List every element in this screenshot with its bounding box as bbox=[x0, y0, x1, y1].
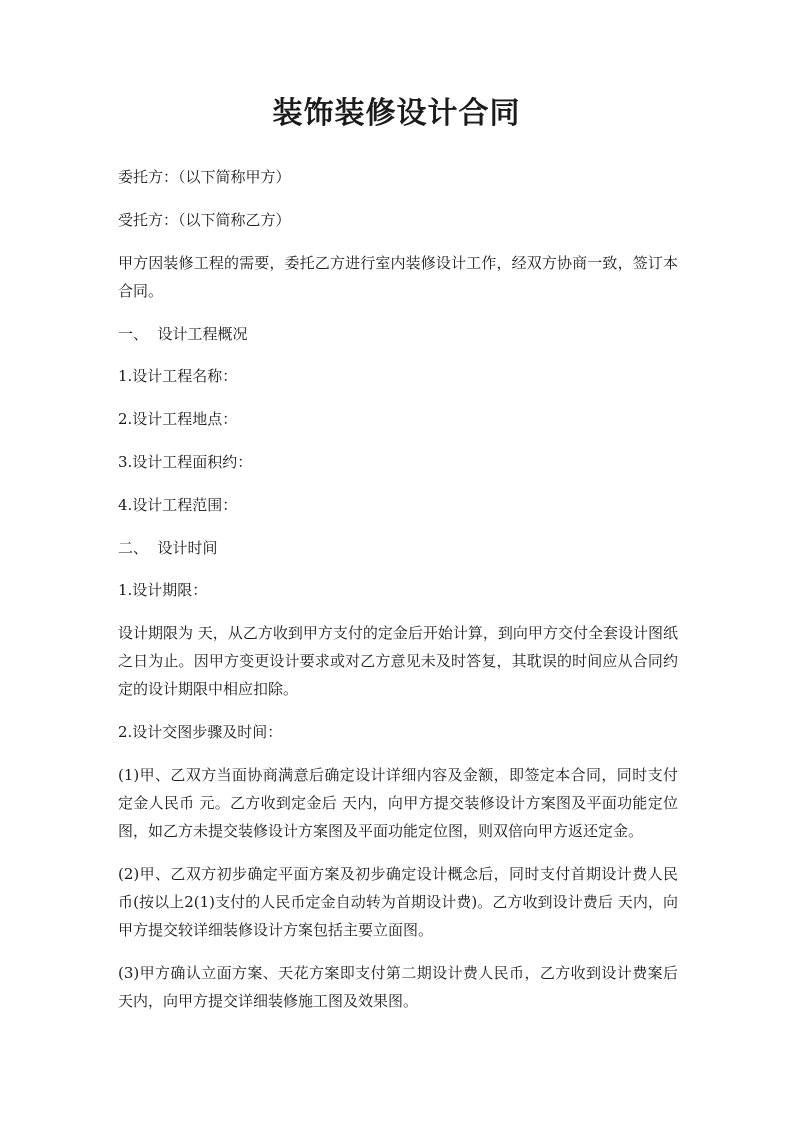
paragraph-project-scope: 4.设计工程范围： bbox=[118, 496, 238, 514]
paragraph-design-period-label: 1.设计期限： bbox=[118, 581, 208, 599]
paragraph-design-period-detail: 设计期限为 天，从乙方收到甲方支付的定金后开始计算，到向甲方交付全套设计图纸之日为止。因甲方变更设计要求或对乙方意见未及时答复，其耽误的时间应从合同约定的设计期限中相应扣除。 bbox=[118, 624, 678, 698]
paragraph-contractor: 受托方：（以下简称乙方） bbox=[118, 211, 291, 229]
paragraph-project-area: 3.设计工程面积约： bbox=[118, 453, 253, 471]
paragraph-project-name: 1.设计工程名称： bbox=[118, 367, 238, 385]
paragraph-intro: 甲方因装修工程的需要，委托乙方进行室内装修设计工作，经双方协商一致，签订本合同。 bbox=[118, 254, 678, 300]
paragraph-step-3: (3)甲方确认立面方案、天花方案即支付第二期设计费人民币，乙方收到设计费案后天内，向甲方提交详细装修施工图及效果图。 bbox=[118, 964, 678, 1010]
paragraph-step-1: (1)甲、乙双方当面协商满意后确定设计详细内容及金额，即签定本合同，同时支付定金人民币 元。乙方收到定金后 天内，向甲方提交装修设计方案图及平面功能定位图，如乙方未提交装修设计方案图及平面功能定位图，则双倍向甲方返还定金。 bbox=[118, 766, 678, 840]
section-heading-design-time: 二、 设计时间 bbox=[118, 539, 218, 557]
document-body bbox=[118, 163, 678, 1030]
section-heading-overview: 一、 设计工程概况 bbox=[118, 325, 248, 343]
paragraph-step-2: (2)甲、乙双方初步确定平面方案及初步确定设计概念后，同时支付首期设计费人民币(按以上2(1)支付的人民币定金自动转为首期设计费)。乙方收到设计费后 天内，向甲方提交较详细装修设计方案包括主要立面图。 bbox=[118, 865, 678, 939]
document-title: 装饰装修设计合同 bbox=[272, 96, 521, 131]
paragraph-project-location: 2.设计工程地点： bbox=[118, 410, 238, 428]
paragraph-delivery-steps-label: 2.设计交图步骤及时间： bbox=[118, 723, 283, 741]
paragraph-client: 委托方：（以下简称甲方） bbox=[118, 168, 291, 186]
